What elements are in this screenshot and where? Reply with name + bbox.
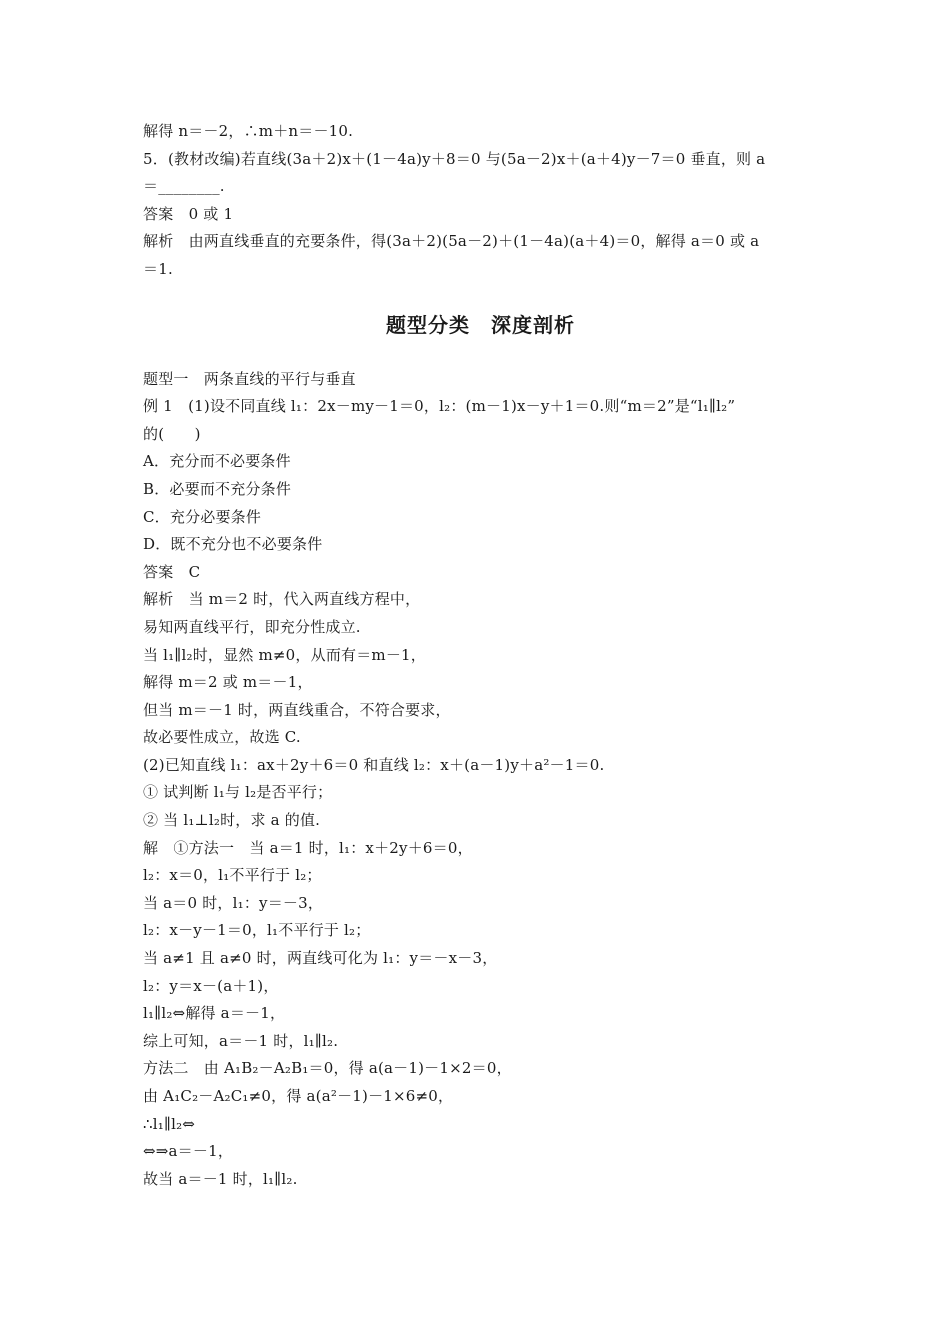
- example-1-statement: 例 1 (1)设不同直线 l₁：2x－my－1＝0，l₂：(m－1)x－y＋1＝0.则“m＝2”是“l₁∥l₂”: [143, 397, 736, 416]
- part-2-statement: (2)已知直线 l₁：ax＋2y＋6＝0 和直线 l₂：x＋(a－1)y＋a²－1＝0.: [143, 755, 605, 774]
- text-line: ① 试判断 l₁与 l₂是否平行；: [143, 783, 333, 802]
- text-line: 由 A₁C₂－A₂C₁≠0，得 a(a²－1)－1×6≠0，: [143, 1087, 454, 1105]
- text-line: 易知两直线平行，即充分性成立.: [143, 617, 361, 636]
- text-line: l₂：x＝0，l₁不平行于 l₂；: [143, 866, 322, 885]
- solution-line: 解 ①方法一 当 a＝1 时，l₁：x＋2y＋6＝0，: [143, 838, 473, 857]
- text-line: 的( ): [143, 424, 201, 443]
- problem-5-statement: 5．(教材改编)若直线(3a＋2)x＋(1－4a)y＋8＝0 与(5a－2)x＋(a＋4)y－7＝0 垂直，则 a: [143, 149, 766, 168]
- text-line: l₁∥l₂⇔解得 a＝－1，: [143, 1004, 286, 1023]
- text-line: l₂：y＝x－(a＋1)，: [143, 976, 279, 995]
- option-c: C．充分必要条件: [143, 507, 262, 526]
- option-b: B．必要而不充分条件: [143, 479, 292, 498]
- text-line: 综上可知，a＝－1 时，l₁∥l₂.: [143, 1031, 339, 1050]
- text-line: 故当 a＝－1 时，l₁∥l₂.: [143, 1169, 298, 1188]
- text-line: ② 当 l₁⊥l₂时，求 a 的值.: [143, 811, 321, 830]
- answer-line: 答案 0 或 1: [143, 204, 234, 223]
- option-a: A．充分而不必要条件: [143, 452, 291, 471]
- text-line: 解得 n＝－2，∴m＋n＝－10.: [143, 122, 354, 140]
- text-line: 当 l₁∥l₂时，显然 m≠0，从而有＝m－1，: [143, 645, 426, 664]
- text-line: 当 a≠1 且 a≠0 时，两直线可化为 l₁：y＝－x－3，: [143, 949, 498, 968]
- text-line: ⇔⇒a＝－1，: [143, 1142, 234, 1161]
- section-title: 题型分类 深度剖析: [386, 312, 575, 337]
- option-d: D．既不充分也不必要条件: [143, 535, 323, 554]
- previous-problem-block: [143, 118, 818, 284]
- method-2-line: 方法二 由 A₁B₂－A₂B₁＝0，得 a(a－1)－1×2＝0，: [143, 1059, 512, 1078]
- example-1-block: [143, 366, 818, 1194]
- text-line: l₂：x－y－1＝0，l₁不平行于 l₂；: [143, 921, 371, 940]
- answer-line: 答案 C: [143, 562, 201, 581]
- analysis-line: 解析 由两直线垂直的充要条件，得(3a＋2)(5a－2)＋(1－4a)(a＋4)＝0，解得 a＝0 或 a: [143, 232, 760, 251]
- text-line: 解得 m＝2 或 m＝－1，: [143, 673, 313, 692]
- topic-heading: 题型一 两条直线的平行与垂直: [143, 369, 356, 388]
- text-line: 故必要性成立，故选 C.: [143, 728, 301, 747]
- text-line: ＝1.: [143, 259, 173, 278]
- text-line: ∴l₁∥l₂⇔: [143, 1114, 196, 1133]
- text-line: ＝________.: [143, 177, 225, 196]
- text-line: 但当 m＝－1 时，两直线重合，不符合要求，: [143, 700, 451, 719]
- analysis-line: 解析 当 m＝2 时，代入两直线方程中，: [143, 590, 421, 609]
- text-line: 当 a＝0 时，l₁：y＝－3，: [143, 893, 324, 912]
- document-body: [143, 118, 818, 1193]
